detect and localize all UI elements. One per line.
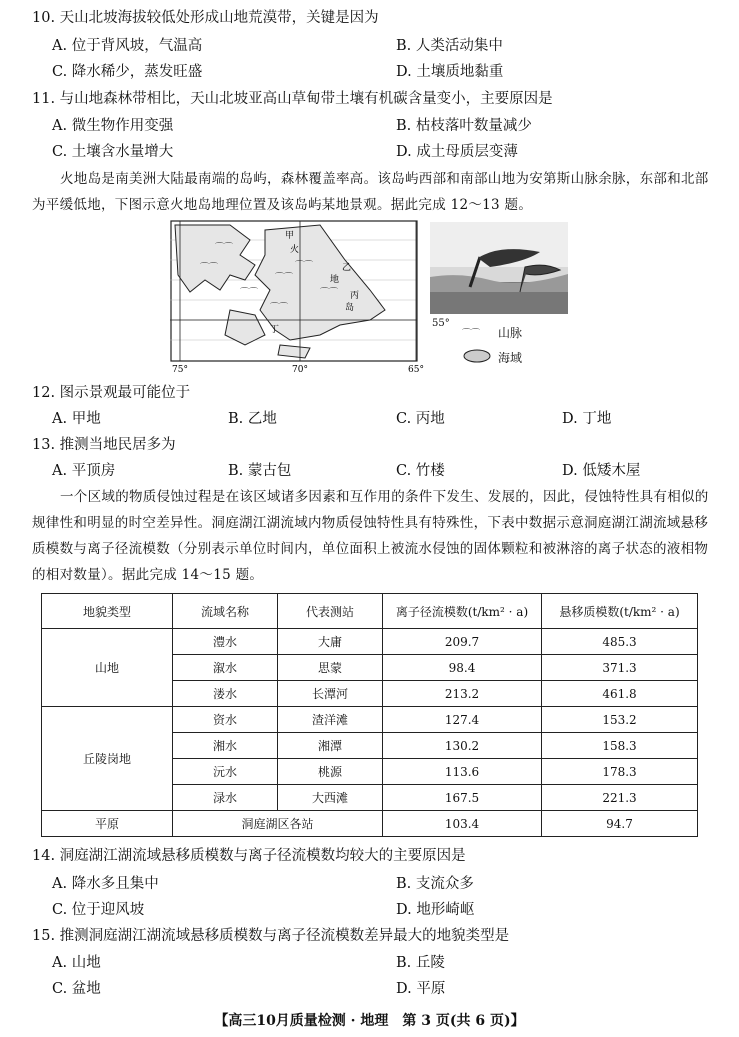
landscape-photo [430,222,568,314]
lat-label: 55° [432,318,450,329]
cell-ion: 113.6 [383,759,542,785]
q13-option-c[interactable]: C. 竹楼 [396,463,445,479]
label-dao: 岛 [345,303,355,313]
cell-suspended: 371.3 [542,655,698,681]
q15-option-b[interactable]: B. 丘陵 [396,955,445,971]
label-huo: 火 [290,245,300,255]
cell-basin: 渌水 [173,785,278,811]
cell-ion: 127.4 [383,707,542,733]
svg-text:⌒⌒: ⌒⌒ [295,261,314,271]
cell-station: 长潭河 [278,681,383,707]
legend-sea-symbol [462,348,492,364]
q14-option-c[interactable]: C. 位于迎风坡 [52,902,145,918]
q10-option-c[interactable]: C. 降水稀少，蒸发旺盛 [52,64,203,80]
cell-suspended: 461.8 [542,681,698,707]
cell-suspended: 94.7 [542,811,698,837]
header-ion-runoff: 离子径流模数(t/km² · a) [383,594,542,629]
page-footer: 【高三10月质量检测 · 地理 第 3 页(共 6 页)】 [214,1013,525,1029]
q12-option-b[interactable]: B. 乙地 [228,411,277,427]
cell-basin: 资水 [173,707,278,733]
question-15-stem: 15. 推测洞庭湖江湖流域悬移质模数与离子径流模数差异最大的地貌类型是 [32,928,510,944]
cell-landform-hills: 丘陵岗地 [42,707,173,811]
label-ding: 丁 [270,325,280,335]
question-11-stem: 11. 与山地森林带相比，天山北坡亚高山草甸带土壤有机碳含量变小，主要原因是 [32,91,553,107]
passage-dongting: 一个区域的物质侵蚀过程是在该区域诸多因素和互作用的条件下发生、发展的，因此，侵蚀特性具有相似的规律性和明显的时空差异性。洞庭湖江湖流域内物质侵蚀特性具有特殊性，下表中数据示意洞庭湖江湖流域悬移质模数与离子径流模数（分别表示单位时间内，单位面积上被流水侵蚀的固体颗粒和被淋溶的离子状态的液相物的相对数量）。据此完成 14～15 题。 [32,489,709,583]
header-station: 代表测站 [278,594,383,629]
legend-mountain-label: 山脉 [498,326,523,340]
q15-option-d[interactable]: D. 平原 [396,981,446,997]
table-header-row [42,594,698,629]
label-lon-75: 75° [172,365,188,372]
cell-basin: 澧水 [173,629,278,655]
q13-option-b[interactable]: B. 蒙古包 [228,463,292,479]
cell-basin: 沅水 [173,759,278,785]
legend-sea-label: 海域 [498,351,523,365]
q15-option-c[interactable]: C. 盆地 [52,981,101,997]
table-row [42,811,698,837]
question-14-stem: 14. 洞庭湖江湖流域悬移质模数与离子径流模数均较大的主要原因是 [32,848,466,864]
cell-station: 渣洋滩 [278,707,383,733]
svg-text:⌒⌒: ⌒⌒ [200,263,219,273]
table-row [42,629,698,655]
cell-suspended: 178.3 [542,759,698,785]
cell-basin: 溆水 [173,655,278,681]
cell-ion: 103.4 [383,811,542,837]
q13-option-a[interactable]: A. 平顶房 [52,463,116,479]
svg-text:⌒⌒: ⌒⌒ [240,288,259,298]
cell-basin: 湘水 [173,733,278,759]
q15-option-a[interactable]: A. 山地 [52,955,101,971]
question-10-stem: 10. 天山北坡海拔较低处形成山地荒漠带，关键是因为 [32,10,379,26]
erosion-data-table [41,593,698,837]
question-13-stem: 13. 推测当地民居多为 [32,437,176,453]
q12-option-c[interactable]: C. 丙地 [396,411,445,427]
label-lon-70: 70° [292,365,308,372]
q14-option-d[interactable]: D. 地形崎岖 [396,902,475,918]
question-12-stem: 12. 图示景观最可能位于 [32,385,191,401]
cell-suspended: 485.3 [542,629,698,655]
map-figure [170,220,430,372]
legend-mountain-symbol [462,325,488,339]
cell-ion: 98.4 [383,655,542,681]
cell-station: 大庸 [278,629,383,655]
q11-option-c[interactable]: C. 土壤含水量增大 [52,144,174,160]
q14-option-a[interactable]: A. 降水多且集中 [52,876,159,892]
cell-suspended: 221.3 [542,785,698,811]
cell-ion: 130.2 [383,733,542,759]
q12-option-d[interactable]: D. 丁地 [562,411,612,427]
label-di: 地 [330,275,340,285]
cell-ion: 167.5 [383,785,542,811]
cell-station: 大西滩 [278,785,383,811]
cell-station: 湘潭 [278,733,383,759]
q10-option-d[interactable]: D. 土壤质地黏重 [396,64,504,80]
q14-option-b[interactable]: B. 支流众多 [396,876,474,892]
svg-text:⌒⌒: ⌒⌒ [275,273,294,283]
q11-option-d[interactable]: D. 成土母质层变薄 [396,144,518,160]
cell-station-combined: 洞庭湖区各站 [173,811,383,837]
cell-station: 桃源 [278,759,383,785]
header-suspended-load: 悬移质模数(t/km² · a) [542,594,698,629]
header-basin: 流域名称 [173,594,278,629]
q13-option-d[interactable]: D. 低矮木屋 [562,463,641,479]
q10-option-a[interactable]: A. 位于背风坡，气温高 [52,38,203,54]
cell-landform-plain: 平原 [42,811,173,837]
label-yi: 乙 [342,263,352,273]
q11-option-b[interactable]: B. 枯枝落叶数量减少 [396,118,532,134]
cell-basin: 溇水 [173,681,278,707]
cell-ion: 209.7 [383,629,542,655]
label-bing: 丙 [350,291,360,301]
label-lon-65: 65° [408,365,424,372]
header-landform: 地貌类型 [42,594,173,629]
cell-landform-mountain: 山地 [42,629,173,707]
q11-option-a[interactable]: A. 微生物作用变强 [52,118,174,134]
passage-tierra-del-fuego: 火地岛是南美洲大陆最南端的岛屿，森林覆盖率高。该岛屿西部和南部山地为安第斯山脉余脉，东部和北部为平缓低地，下图示意火地岛地理位置及该岛屿某地景观。据此完成 12～13 题。 [32,171,709,213]
q12-option-a[interactable]: A. 甲地 [52,411,101,427]
svg-text:⌒⌒: ⌒⌒ [462,329,481,339]
cell-suspended: 153.2 [542,707,698,733]
q10-option-b[interactable]: B. 人类活动集中 [396,38,503,54]
cell-suspended: 158.3 [542,733,698,759]
svg-text:⌒⌒: ⌒⌒ [270,303,289,313]
svg-text:⌒⌒: ⌒⌒ [320,288,339,298]
label-jia: 甲 [285,231,295,241]
cell-station: 思蒙 [278,655,383,681]
svg-text:⌒⌒: ⌒⌒ [215,243,234,253]
cell-ion: 213.2 [383,681,542,707]
table-row [42,707,698,733]
